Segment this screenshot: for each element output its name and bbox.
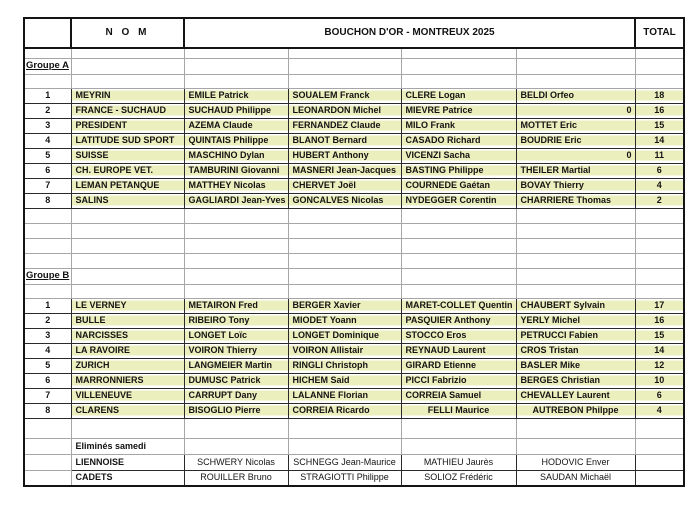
rank-cell: 4 (24, 133, 71, 148)
player-4-cell: CHAUBERT Sylvain (516, 298, 635, 313)
player-1-cell: TAMBURINI Giovanni (184, 163, 288, 178)
player-4-cell: BOUDRIE Eric (516, 133, 635, 148)
player-1-cell: LONGET Loïc (184, 328, 288, 343)
player-3-cell: MILO Frank (401, 118, 516, 133)
empty-cell (184, 238, 288, 253)
player-1-cell: SCHWERY Nicolas (184, 454, 288, 470)
group-a-label-row (24, 58, 684, 74)
team-name-cell: FRANCE - SUCHAUD (71, 103, 184, 118)
empty-cell (401, 418, 516, 438)
player-2-cell: LONGET Dominique (288, 328, 401, 343)
player-2-cell: STRAGIOTTI Philippe (288, 470, 401, 486)
empty-cell (184, 438, 288, 454)
player-1-cell: VOIRON Thierry (184, 343, 288, 358)
roster-row (24, 118, 684, 133)
empty-cell (516, 438, 635, 454)
header-section (24, 18, 684, 88)
player-3-cell: CLERE Logan (401, 88, 516, 103)
rank-cell: 3 (24, 328, 71, 343)
player-2-cell: RINGLI Christoph (288, 358, 401, 373)
player-1-cell: QUINTAIS Philippe (184, 133, 288, 148)
rank-cell: 7 (24, 178, 71, 193)
team-name-cell: MARRONNIERS (71, 373, 184, 388)
empty-cell (288, 268, 401, 284)
rank-cell: 5 (24, 358, 71, 373)
empty-cell (635, 438, 684, 454)
spacer-row (24, 223, 684, 238)
player-1-cell: MATTHEY Nicolas (184, 178, 288, 193)
rank-cell: 5 (24, 148, 71, 163)
empty-cell (516, 58, 635, 74)
group-a-label: Groupe A (24, 58, 71, 74)
roster-row (24, 178, 684, 193)
team-name-cell: LEMAN PETANQUE (71, 178, 184, 193)
roster-row (24, 358, 684, 373)
player-3-cell: SOLIOZ Frédéric (401, 470, 516, 486)
empty-cell (24, 470, 71, 486)
empty-cell (288, 58, 401, 74)
player-2-cell: VOIRON Allistair (288, 343, 401, 358)
player-2-cell: SCHNEGG Jean-Maurice (288, 454, 401, 470)
empty-cell (288, 48, 401, 58)
empty-cell (516, 238, 635, 253)
player-3-cell: CORREIA Samuel (401, 388, 516, 403)
team-name-cell: LE VERNEY (71, 298, 184, 313)
rank-cell: 1 (24, 88, 71, 103)
player-3-cell: REYNAUD Laurent (401, 343, 516, 358)
empty-cell (516, 223, 635, 238)
empty-cell (184, 253, 288, 268)
empty-cell (516, 208, 635, 223)
player-3-cell: VICENZI Sacha (401, 148, 516, 163)
empty-cell (24, 438, 71, 454)
empty-cell (516, 284, 635, 298)
empty-cell (184, 74, 288, 88)
total-cell: 15 (635, 328, 684, 343)
empty-cell (184, 284, 288, 298)
total-cell: 15 (635, 118, 684, 133)
rank-cell: 8 (24, 193, 71, 208)
eliminated-team-row (24, 470, 684, 486)
empty-cell (635, 454, 684, 470)
player-1-cell: METAIRON Fred (184, 298, 288, 313)
player-1-cell: LANGMEIER Martin (184, 358, 288, 373)
empty-cell (401, 253, 516, 268)
empty-cell (401, 223, 516, 238)
group-b-rows (24, 298, 684, 418)
team-name-cell: BULLE (71, 313, 184, 328)
team-name-cell: SALINS (71, 193, 184, 208)
total-cell: 4 (635, 178, 684, 193)
player-4-cell: HODOVIC Enver (516, 454, 635, 470)
empty-cell (401, 268, 516, 284)
player-1-cell: ROUILLER Bruno (184, 470, 288, 486)
empty-cell (635, 470, 684, 486)
empty-cell (516, 253, 635, 268)
player-3-cell: MIEVRE Patrice (401, 103, 516, 118)
empty-cell (635, 208, 684, 223)
total-cell: 17 (635, 298, 684, 313)
empty-cell (516, 48, 635, 58)
spacer-row (24, 208, 684, 223)
group-b-label-row (24, 268, 684, 284)
player-4-cell: BASLER Mike (516, 358, 635, 373)
roster-row (24, 328, 684, 343)
player-4-cell: BERGES Christian (516, 373, 635, 388)
empty-cell (24, 284, 71, 298)
player-4-cell: AUTREBON Philppe (516, 403, 635, 418)
empty-cell (184, 48, 288, 58)
rank-cell: 6 (24, 163, 71, 178)
group-b-label: Groupe B (24, 268, 71, 284)
empty-cell (401, 438, 516, 454)
player-3-cell: COURNEDE Gaétan (401, 178, 516, 193)
player-4-cell: MOTTET Eric (516, 118, 635, 133)
player-4-cell: CHEVALLEY Laurent (516, 388, 635, 403)
empty-cell (516, 418, 635, 438)
empty-cell (635, 223, 684, 238)
tournament-title: BOUCHON D'OR - MONTREUX 2025 (184, 18, 635, 48)
empty-cell (288, 438, 401, 454)
empty-cell (401, 208, 516, 223)
empty-cell (71, 238, 184, 253)
player-3-cell: NYDEGGER Corentin (401, 193, 516, 208)
roster-row (24, 343, 684, 358)
player-1-cell: AZEMA Claude (184, 118, 288, 133)
group-a-rows (24, 88, 684, 208)
total-cell: 6 (635, 163, 684, 178)
spacer-row (24, 253, 684, 268)
roster-row (24, 298, 684, 313)
empty-cell (71, 48, 184, 58)
rank-cell: 3 (24, 118, 71, 133)
empty-cell (184, 418, 288, 438)
roster-row (24, 403, 684, 418)
total-cell: 12 (635, 358, 684, 373)
empty-cell (516, 74, 635, 88)
roster-row (24, 88, 684, 103)
player-2-cell: HUBERT Anthony (288, 148, 401, 163)
player-1-cell: DUMUSC Patrick (184, 373, 288, 388)
empty-cell (401, 58, 516, 74)
player-2-cell: FERNANDEZ Claude (288, 118, 401, 133)
eliminated-rows (24, 454, 684, 486)
spacer-row (24, 284, 684, 298)
empty-cell (288, 418, 401, 438)
spacer-row (24, 418, 684, 438)
roster-row (24, 388, 684, 403)
corner-cell (24, 18, 71, 48)
player-1-cell: EMILE Patrick (184, 88, 288, 103)
empty-cell (71, 208, 184, 223)
rank-cell: 8 (24, 403, 71, 418)
player-1-cell: SUCHAUD Philippe (184, 103, 288, 118)
empty-cell (184, 58, 288, 74)
total-cell: 2 (635, 193, 684, 208)
empty-cell (288, 253, 401, 268)
empty-cell (24, 74, 71, 88)
empty-cell (71, 268, 184, 284)
player-1-cell: BISOGLIO Pierre (184, 403, 288, 418)
team-name-cell: CH. EUROPE VET. (71, 163, 184, 178)
rank-cell: 6 (24, 373, 71, 388)
player-2-cell: CORREIA Ricardo (288, 403, 401, 418)
empty-cell (71, 253, 184, 268)
empty-cell (24, 253, 71, 268)
header-row (24, 18, 684, 48)
spacer-section (24, 208, 684, 268)
roster-row (24, 148, 684, 163)
player-4-cell: BELDI Orfeo (516, 88, 635, 103)
empty-cell (288, 208, 401, 223)
rank-cell: 2 (24, 313, 71, 328)
player-1-cell: GAGLIARDI Jean-Yves (184, 193, 288, 208)
empty-cell (635, 418, 684, 438)
player-4-cell: CROS Tristan (516, 343, 635, 358)
nom-header: N O M (71, 18, 184, 48)
empty-cell (401, 284, 516, 298)
player-2-cell: MASNERI Jean-Jacques (288, 163, 401, 178)
player-4-cell: PETRUCCI Fabien (516, 328, 635, 343)
rank-cell: 1 (24, 298, 71, 313)
empty-cell (635, 268, 684, 284)
player-1-cell: CARRUPT Dany (184, 388, 288, 403)
roster-row (24, 373, 684, 388)
total-cell: 4 (635, 403, 684, 418)
player-2-cell: CHERVET Joël (288, 178, 401, 193)
rank-cell: 2 (24, 103, 71, 118)
team-name-cell: SUISSE (71, 148, 184, 163)
empty-cell (516, 268, 635, 284)
empty-cell (71, 58, 184, 74)
total-cell: 10 (635, 373, 684, 388)
eliminated-team-row (24, 454, 684, 470)
empty-cell (401, 238, 516, 253)
player-3-cell: MATHIEU Jaurès (401, 454, 516, 470)
player-2-cell: MIODET Yoann (288, 313, 401, 328)
player-3-cell: PICCI Fabrizio (401, 373, 516, 388)
player-3-cell: CASADO Richard (401, 133, 516, 148)
player-4-cell: 0 (516, 148, 635, 163)
empty-cell (24, 454, 71, 470)
player-4-cell: YERLY Michel (516, 313, 635, 328)
group-b-header-section (24, 268, 684, 298)
roster-row (24, 103, 684, 118)
team-name-cell: LATITUDE SUD SPORT (71, 133, 184, 148)
total-cell: 14 (635, 343, 684, 358)
rank-cell: 7 (24, 388, 71, 403)
total-cell: 16 (635, 103, 684, 118)
player-4-cell: BOVAY Thierry (516, 178, 635, 193)
player-3-cell: GIRARD Etienne (401, 358, 516, 373)
player-4-cell: CHARRIERE Thomas (516, 193, 635, 208)
total-cell: 16 (635, 313, 684, 328)
empty-cell (71, 74, 184, 88)
empty-cell (24, 208, 71, 223)
empty-cell (401, 74, 516, 88)
player-2-cell: SOUALEM Franck (288, 88, 401, 103)
empty-cell (288, 284, 401, 298)
empty-cell (401, 48, 516, 58)
empty-cell (24, 418, 71, 438)
spacer-row (24, 74, 684, 88)
player-2-cell: LALANNE Florian (288, 388, 401, 403)
empty-cell (24, 223, 71, 238)
player-4-cell: THEILER Martial (516, 163, 635, 178)
player-3-cell: BASTING Philippe (401, 163, 516, 178)
spacer-row (24, 238, 684, 253)
player-4-cell: SAUDAN Michaël (516, 470, 635, 486)
total-cell: 6 (635, 388, 684, 403)
player-2-cell: BLANOT Bernard (288, 133, 401, 148)
total-cell: 18 (635, 88, 684, 103)
player-2-cell: GONCALVES Nicolas (288, 193, 401, 208)
empty-cell (71, 223, 184, 238)
player-1-cell: RIBEIRO Tony (184, 313, 288, 328)
player-3-cell: MARET-COLLET Quentin (401, 298, 516, 313)
eliminated-header-section (24, 438, 684, 454)
total-cell: 11 (635, 148, 684, 163)
team-name-cell: PRESIDENT (71, 118, 184, 133)
player-1-cell: MASCHINO Dylan (184, 148, 288, 163)
roster-row (24, 133, 684, 148)
player-3-cell: FELLI Maurice (401, 403, 516, 418)
player-3-cell: PASQUIER Anthony (401, 313, 516, 328)
spacer-section (24, 418, 684, 438)
empty-cell (288, 223, 401, 238)
eliminated-label: Eliminés samedi (71, 438, 184, 454)
empty-cell (71, 284, 184, 298)
empty-cell (635, 253, 684, 268)
rank-cell: 4 (24, 343, 71, 358)
empty-cell (635, 284, 684, 298)
player-2-cell: HICHEM Said (288, 373, 401, 388)
roster-row (24, 193, 684, 208)
roster-row (24, 163, 684, 178)
empty-cell (71, 418, 184, 438)
total-header: TOTAL (635, 18, 684, 48)
total-cell: 14 (635, 133, 684, 148)
team-name-cell: MEYRIN (71, 88, 184, 103)
player-4-cell: 0 (516, 103, 635, 118)
roster-row (24, 313, 684, 328)
spacer-row (24, 48, 684, 58)
player-2-cell: LEONARDON Michel (288, 103, 401, 118)
team-name-cell: NARCISSES (71, 328, 184, 343)
empty-cell (635, 58, 684, 74)
player-2-cell: BERGER Xavier (288, 298, 401, 313)
team-name-cell: CADETS (71, 470, 184, 486)
team-name-cell: LIENNOISE (71, 454, 184, 470)
team-name-cell: CLARENS (71, 403, 184, 418)
empty-cell (184, 208, 288, 223)
empty-cell (635, 48, 684, 58)
team-name-cell: VILLENEUVE (71, 388, 184, 403)
empty-cell (635, 74, 684, 88)
player-3-cell: STOCCO Eros (401, 328, 516, 343)
empty-cell (288, 74, 401, 88)
empty-cell (635, 238, 684, 253)
empty-cell (24, 48, 71, 58)
empty-cell (184, 268, 288, 284)
team-name-cell: ZURICH (71, 358, 184, 373)
team-name-cell: LA RAVOIRE (71, 343, 184, 358)
results-table (23, 17, 685, 487)
empty-cell (184, 223, 288, 238)
empty-cell (24, 238, 71, 253)
empty-cell (288, 238, 401, 253)
eliminated-label-row (24, 438, 684, 454)
